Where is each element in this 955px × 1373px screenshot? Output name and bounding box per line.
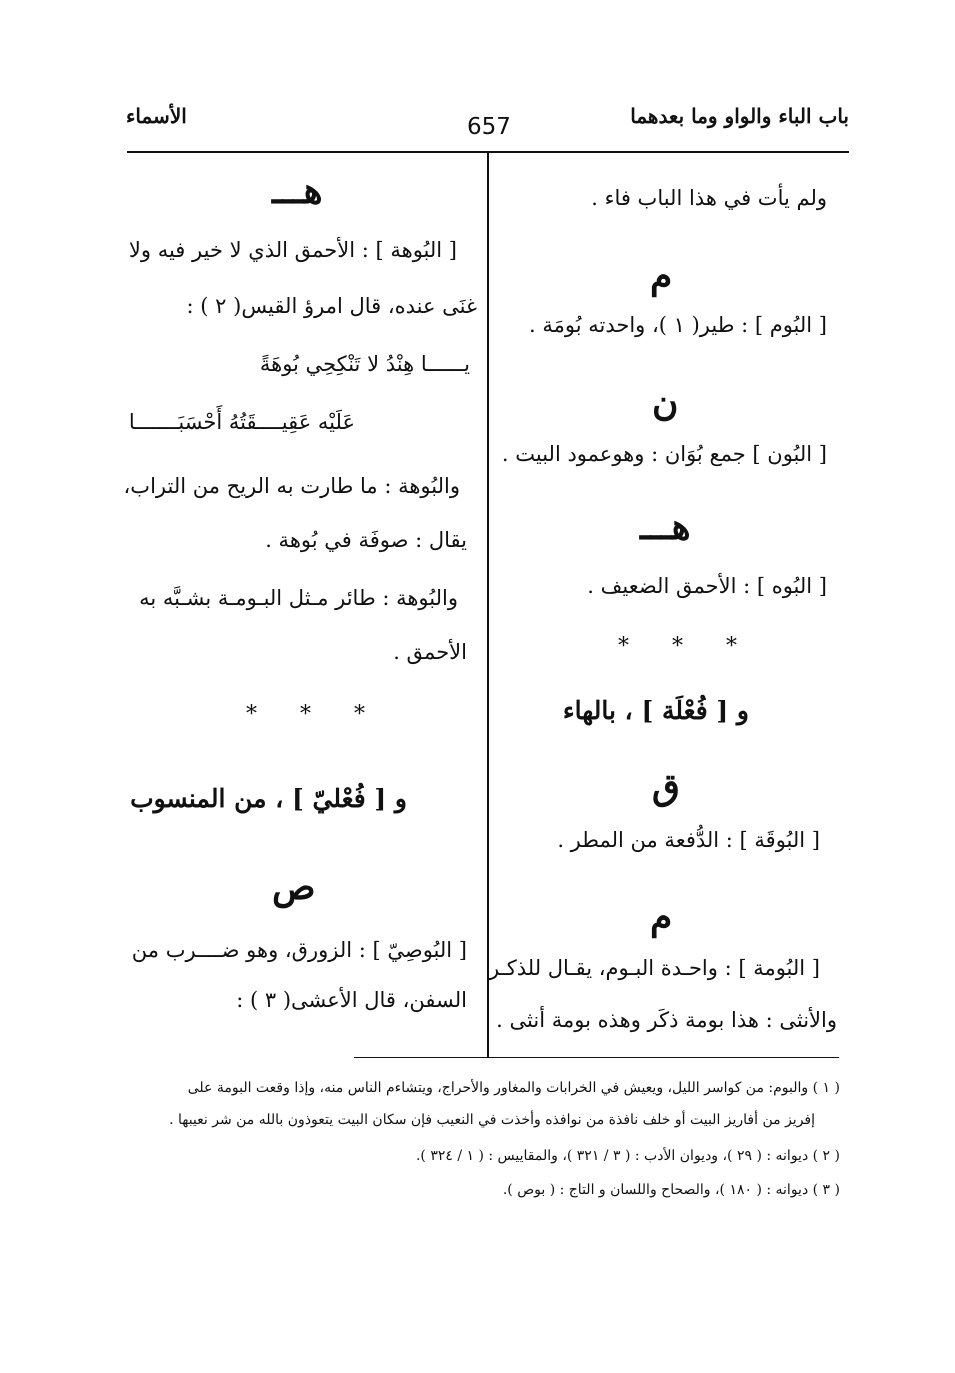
entry-bum: [ البُوم ] : طير( ١ )، واحدته بُومَة . (528, 313, 827, 337)
footnote-1-line-1: ( ١ ) والبوم: من كواسر الليل، ويعيش في الخرابات والمغاور والأحراج، ويتشاءم الناس منه، وإذا وقعت البومة على (187, 1080, 840, 1096)
letter-heading-mim-2: م (650, 896, 673, 938)
entry-buha3-line-1: والبُوهة : طائر مـثل البـومـة بشـبَّه به (139, 586, 458, 610)
verse-line-1: يــــــا هِنْدُ لا تَنْكِحِي بُوهَةً (259, 352, 470, 376)
heading-fuli: و [ فُعْليّ ] ، من المنسوب (130, 784, 407, 813)
intro-line: ولم يأت في هذا الباب فاء . (591, 186, 827, 210)
letter-heading-nun: ن (652, 382, 679, 424)
section-title: الأسماء (126, 104, 187, 128)
entry-buha2-line-1: والبُوهة : ما طارت به الريح من التراب، (123, 474, 460, 498)
separator-stars: * * * (618, 634, 755, 659)
column-divider (487, 152, 489, 1058)
letter-heading-ha-left: هـــ (272, 170, 323, 212)
letter-heading-sad: ص (272, 866, 316, 908)
entry-busi-line-1: [ البُوصِيّ ] : الزورق، وهو ضــــرب من (131, 938, 467, 962)
separator-stars-left: * * * (246, 702, 383, 727)
entry-buha-line-1: [ البُوهة ] : الأحمق الذي لا خير فيه ولا (128, 238, 457, 262)
entry-buqa: [ البُوقَة ] : الدُّفعة من المطر . (557, 828, 820, 852)
entry-buma-line-2: والأنثى : هذا بومة ذكَر وهذه بومة أنثى . (496, 1008, 837, 1032)
entry-buha2-line-2: يقال : صوفَة في بُوهة . (265, 528, 467, 552)
entry-busi-line-2: السفن، قال الأعشى( ٣ ) : (236, 988, 467, 1012)
entry-buha-line-2: غنَى عنده، قال امرؤ القيس( ٢ ) : (186, 294, 477, 318)
entry-buma-line-1: [ البُومة ] : واحـدة البـوم، يقـال للذكـر (489, 956, 820, 980)
chapter-title: باب الباء والواو وما بعدهما (630, 104, 849, 128)
footnote-3: ( ٣ ) ديوانه : ( ١٨٠ )، والصحاح واللسان و التاج : ( بوص ). (502, 1182, 840, 1198)
footnote-2: ( ٢ ) ديوانه : ( ٢٩ )، وديوان الأدب : ( ٣ / ٣٢١ )، والمقاييس : ( ١ / ٣٢٤ ). (415, 1148, 840, 1164)
footnote-rule (354, 1057, 839, 1058)
entry-buha3-line-2: الأحمق . (393, 640, 467, 664)
entry-bun: [ البُون ] جمع بُوَان : وهوعمود البيت . (501, 442, 827, 466)
footnote-1-line-2: إفريز من أفاريز البيت أو خلف نافذة من نوافذه وأخذت في النعيب فإن سكان البيت يتعوذون بالله من شر نعيبها . (169, 1112, 815, 1128)
verse-line-2: عَلَيْه عَقِيــــقَتُهُ أَحْسَبَـــــــا (128, 410, 355, 434)
heading-fuala: و [ فُعْلَة ] ، بالهاء (562, 696, 749, 725)
page-number: 657 (467, 114, 511, 140)
letter-heading-ha: هـــ (640, 506, 691, 548)
letter-heading-qaf: ق (652, 766, 680, 808)
entry-buh: [ البُوه ] : الأحمق الضعيف . (587, 574, 827, 598)
letter-heading-mim: م (650, 255, 673, 297)
